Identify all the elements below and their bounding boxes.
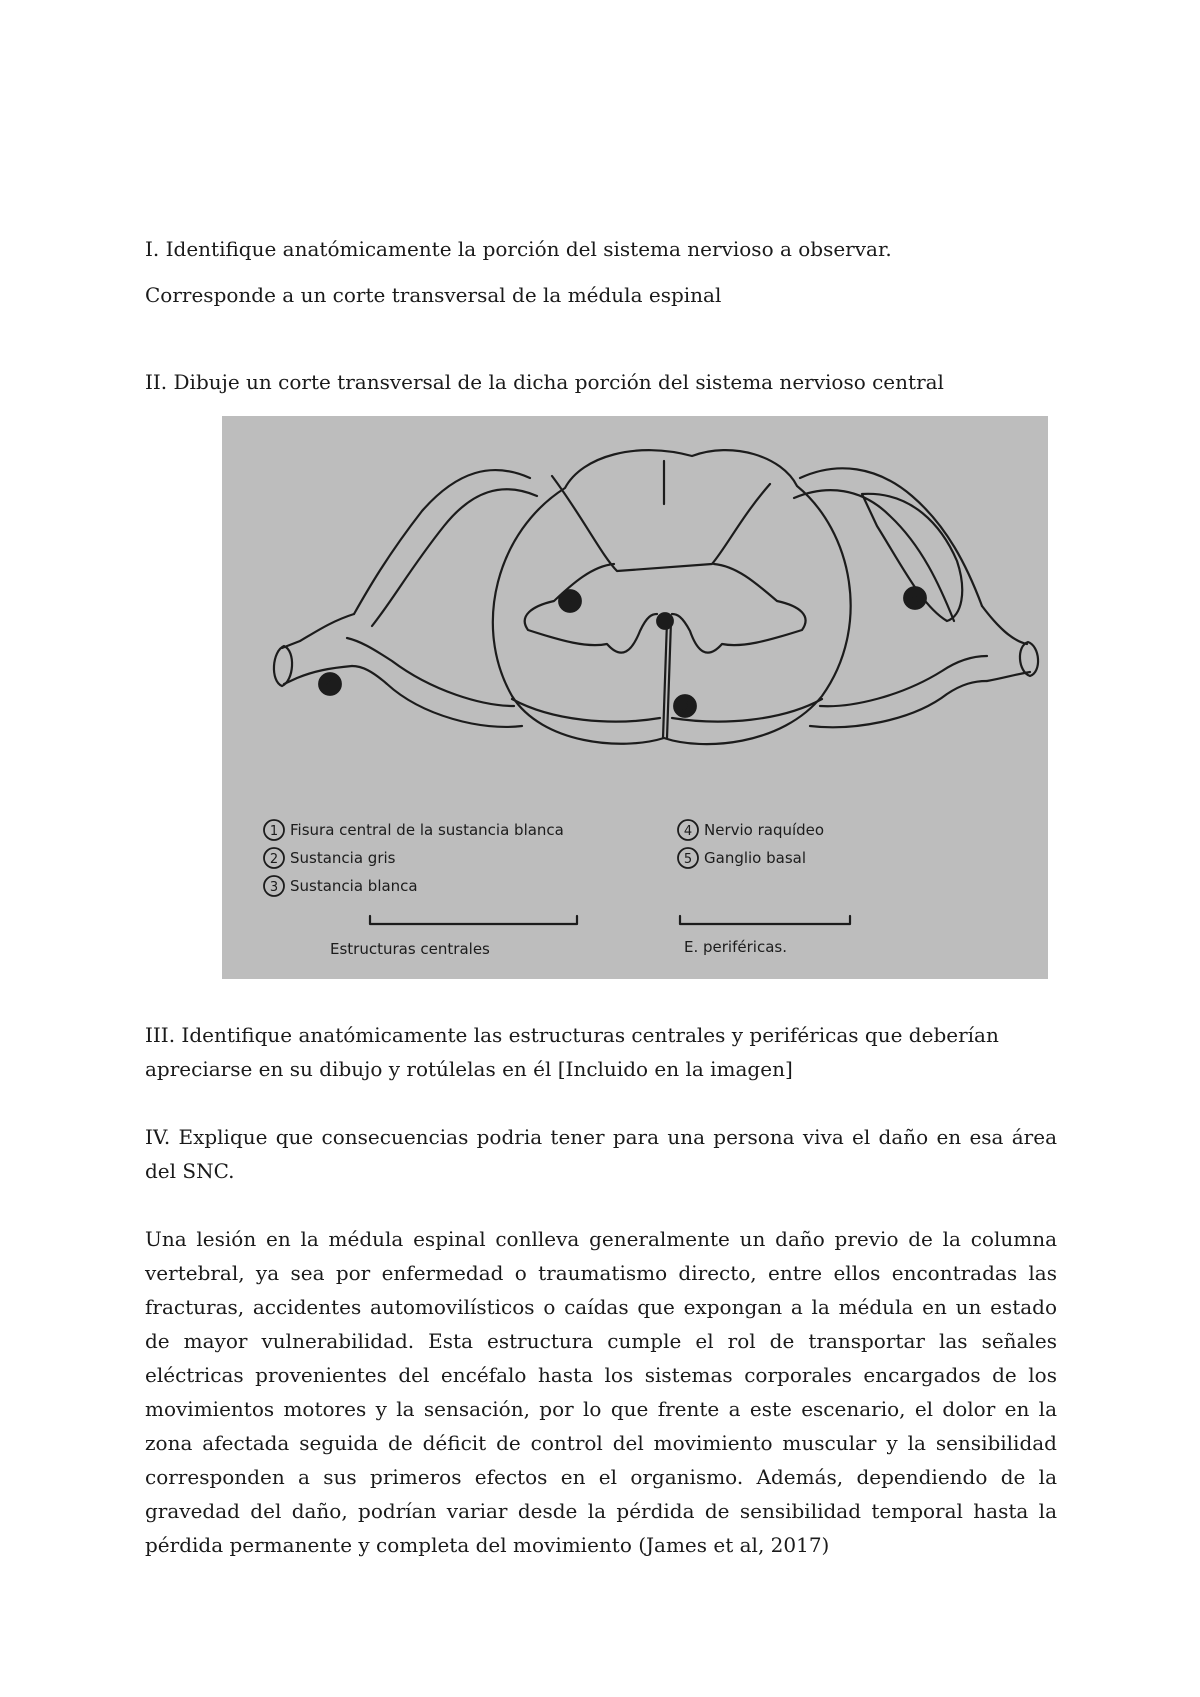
ventral-root-right	[810, 656, 987, 727]
legend-num-3: 3	[269, 880, 279, 895]
spinal-nerve-left-end	[274, 646, 292, 686]
answer-1: Corresponde a un corte transversal de la médula espinal	[145, 283, 722, 307]
legend-group-central: Estructuras centrales	[330, 940, 490, 958]
spinal-nerve-right-end	[1020, 642, 1038, 676]
gray-matter-left	[525, 564, 657, 653]
marker-3: 3	[680, 699, 690, 715]
legend-num-1: 1	[269, 824, 279, 839]
question-4: IV. Explique que consecuencias podria tener para una persona viva el daño en esa área del SNC.	[145, 1125, 1057, 1183]
legend-item-3: Sustancia blanca	[290, 877, 418, 895]
dorsal-root-left	[354, 470, 537, 626]
legend-bracket-central	[370, 916, 577, 924]
legend-num-2: 2	[269, 852, 279, 867]
spinal-cord-drawing	[222, 416, 1048, 979]
cord-outline	[493, 450, 851, 744]
legend-item-4: Nervio raquídeo	[704, 821, 825, 839]
gray-matter-right	[672, 564, 806, 653]
marker-1: 1	[660, 614, 670, 630]
spinal-nerve-left	[282, 614, 354, 684]
marker-5: 5	[910, 591, 920, 607]
legend-item-2: Sustancia gris	[290, 849, 396, 867]
question-3: III. Identifique anatómicamente las estructuras centrales y periféricas que deberían apreciarse en su dibujo y rotúlelas en él [Incluido en la imagen]	[145, 1023, 999, 1081]
marker-2: 2	[565, 594, 575, 610]
legend-num-4: 4	[683, 824, 693, 839]
legend-num-5: 5	[683, 852, 693, 867]
legend-item-1: Fisura central de la sustancia blanca	[290, 821, 564, 839]
posterior-horns	[552, 476, 770, 571]
legend-item-5: Ganglio basal	[704, 849, 807, 867]
question-2: II. Dibuje un corte transversal de la dicha porción del sistema nervioso central	[145, 370, 944, 394]
question-1: I. Identifique anatómicamente la porción del sistema nervioso a observar.	[145, 237, 892, 261]
marker-4: 4	[325, 677, 335, 693]
answer-4: Una lesión en la médula espinal conlleva generalmente un daño previo de la columna vertebral, ya sea por enfermedad o traumatismo directo, entre ellos encontradas las fracturas, accidentes automovilísticos o caídas que expongan a la médula en un estado de mayor vulnerabilidad. Esta estructura cumple el rol de transportar las señales eléctricas provenientes del encéfalo hasta los sistemas corporales encargados de los movimientos motores y la sensación, por lo que frente a este escenario, el dolor en la zona afectada seguida de déficit de control del movimiento muscular y la sensibilidad corresponden a sus primeros efectos en el organismo. Además, dependiendo de la gravedad del daño, podrían variar desde la pérdida de sensibilidad temporal hasta la pérdida permanente y completa del movimiento (James et al, 2017)	[145, 1227, 1057, 1557]
legend-group-peripheral: E. periféricas.	[684, 938, 787, 956]
anterior-fissure	[663, 621, 671, 738]
legend-bracket-peripheral	[680, 916, 850, 924]
